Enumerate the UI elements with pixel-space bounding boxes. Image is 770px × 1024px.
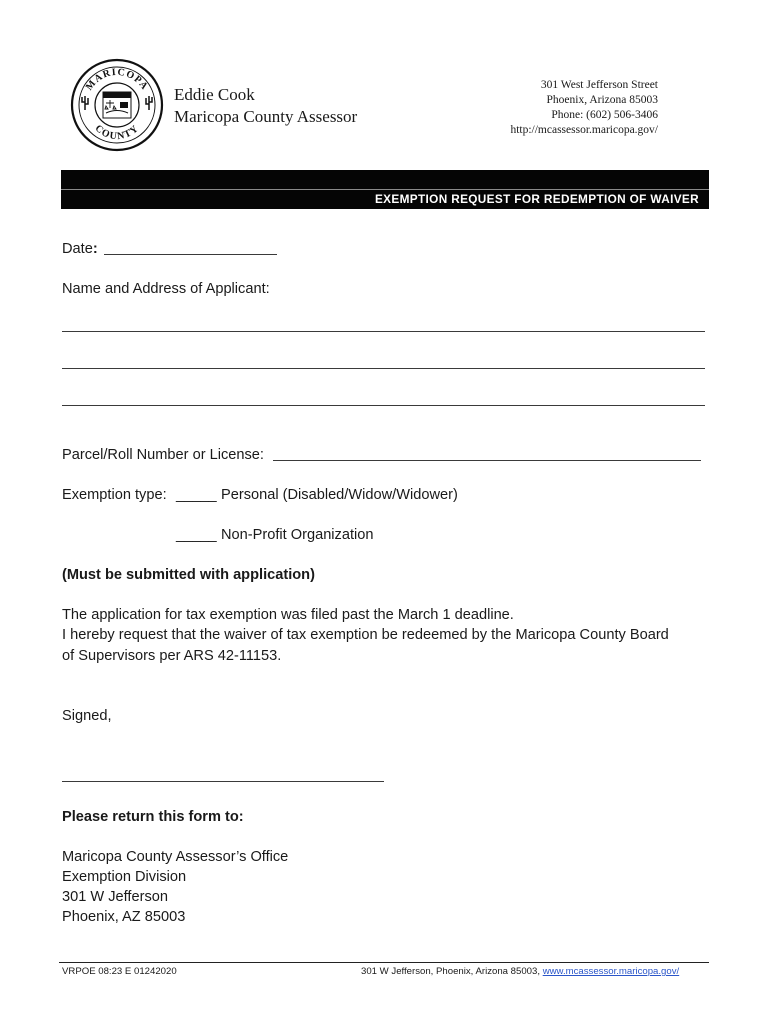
option-personal-blank[interactable]: _____: [176, 487, 217, 503]
statement-line-1: The application for tax exemption was filed past the March 1 deadline.: [62, 607, 514, 623]
name-address-label: Name and Address of Applicant:: [62, 281, 270, 297]
option-personal-label: Personal (Disabled/Widow/Widower): [221, 487, 458, 503]
return-line-city: Phoenix, AZ 85003: [62, 909, 186, 925]
form-title-banner: [61, 170, 709, 209]
statement-line-3: of Supervisors per ARS 42-11153.: [62, 648, 282, 664]
option-nonprofit-label: Non-Profit Organization: [221, 527, 374, 543]
return-line-division: Exemption Division: [62, 869, 187, 885]
footer-address-text: 301 W Jefferson, Phoenix, Arizona 85003,: [361, 966, 543, 977]
date-row: [62, 239, 98, 259]
county-seal-logo: [70, 58, 164, 152]
option-nonprofit-blank[interactable]: _____: [176, 527, 217, 543]
form-title: EXEMPTION REQUEST FOR REDEMPTION OF WAIVER: [374, 192, 699, 206]
office-website: http://mcassessor.maricopa.gov/: [510, 124, 658, 136]
name-address-line-1[interactable]: [62, 331, 705, 332]
statement-line-2: I hereby request that the waiver of tax exemption be redeemed by the Maricopa County Board: [62, 627, 669, 643]
return-heading: Please return this form to:: [62, 809, 244, 825]
signature-field[interactable]: [62, 781, 384, 782]
office-phone: Phone: (602) 506-3406: [551, 109, 658, 121]
name-address-line-3[interactable]: [62, 405, 705, 406]
name-address-line-2[interactable]: [62, 368, 705, 369]
date-colon: :: [92, 241, 98, 257]
office-city: Phoenix, Arizona 85003: [546, 94, 658, 106]
banner-divider: [61, 189, 709, 190]
exemption-type-label: Exemption type:: [62, 487, 167, 503]
footer-address: [361, 965, 679, 978]
svg-text:COUNTY: COUNTY: [92, 122, 142, 143]
parcel-field[interactable]: [273, 460, 701, 461]
return-line-street: 301 W Jefferson: [62, 889, 168, 905]
date-label: Date: [62, 241, 93, 257]
office-street: 301 West Jefferson Street: [540, 79, 658, 91]
footer-website-link[interactable]: www.mcassessor.maricopa.gov/: [542, 966, 680, 977]
parcel-label: Parcel/Roll Number or License:: [62, 447, 264, 463]
date-field[interactable]: [104, 254, 277, 255]
assessor-heading: [174, 84, 357, 128]
return-line-office: Maricopa County Assessor’s Office: [62, 849, 289, 865]
footer-divider: [59, 962, 709, 963]
seal-graphic: [70, 58, 164, 152]
assessor-title: Maricopa County Assessor: [174, 107, 358, 126]
svg-text:MARICOPA: MARICOPA: [83, 66, 151, 93]
signed-label: Signed,: [62, 708, 112, 724]
must-submit-note: (Must be submitted with application): [62, 567, 315, 583]
assessor-name: Eddie Cook: [174, 85, 255, 104]
form-code: VRPOE 08:23 E 01242020: [62, 966, 177, 977]
office-address-block: [510, 78, 658, 138]
